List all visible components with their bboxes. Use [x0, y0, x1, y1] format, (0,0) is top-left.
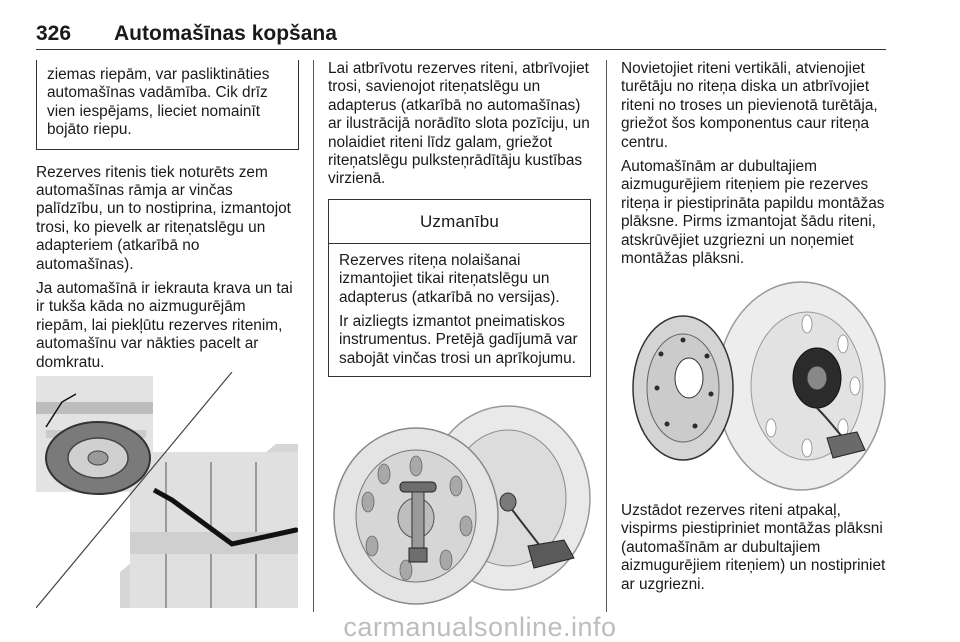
- caution-box: [328, 199, 591, 377]
- chapter-title: Automašīnas kopšana: [114, 22, 337, 45]
- column-divider-2: [606, 60, 607, 612]
- column-divider-1: [313, 60, 314, 612]
- column-3-bottom: [621, 502, 886, 594]
- illustration-spare-wheel-underside: [36, 372, 298, 608]
- caution-body: [329, 244, 590, 376]
- illustration-mounting-plate: [621, 278, 886, 492]
- page-number: 326: [36, 22, 72, 45]
- note-box-continued: [36, 60, 299, 150]
- column-1: [36, 60, 299, 372]
- caution-title: Uzmanību: [329, 200, 590, 244]
- note-text: ziemas riepām, var pasliktināties automašīnas vadāmība. Cik drīz vien iespējams, lieciet nomainīt bojāto riepu.: [47, 66, 270, 139]
- caution-text-2: Ir aizliegts izmantot pneimatiskos instrumentus. Pretējā gadījumā var sabojāt vinčas trosi un aprīkojumu.: [339, 313, 578, 367]
- paragraph-dual-rear-wheels: Automašīnām ar dubultajiem aizmugurējiem riteņiem pie rezerves riteņa ir piestiprināta papildu montāžas plāksne. Pirms izmantojat šādu riteni, atskrūvējiet uzgriezni un noņemiet montāžas plāksni.: [621, 158, 885, 268]
- column-3: [621, 60, 886, 268]
- watermark-text: carmanualsonline.info: [343, 612, 617, 642]
- paragraph-spare-wheel-winch: Rezerves ritenis tiek noturēts zem automašīnas rāmja ar vinčas palīdzību, un to nostiprina, izmantojot trosi, ko pievelk ar riteņatslēgu un adapteriem (atkarībā no automašīnas).: [36, 163, 291, 273]
- paragraph-release-spare-wheel: Lai atbrīvotu rezerves riteni, atbrīvojiet trosi, savienojot riteņatslēgu un adapterus (atkarībā no automašīnas) ar ilustrācijā norādīto slota pozīciju, un nolaidiet riteni līdz galam, griežot riteņatslēgu pulksteņrādītāju kustības virzienā.: [328, 60, 590, 188]
- paragraph-loaded-vehicle: Ja automašīnā ir iekrauta krava un tai ir tukša kāda no aizmugurējām riepām, lai piekļūtu rezerves ritenim, automašīnu var nākties pacelt ar domkratu.: [36, 280, 293, 371]
- paragraph-position-wheel: Novietojiet riteni vertikāli, atvienojiet turētāju no riteņa diska un atbrīvojiet riteni no troses un pievienotā turētāja, griežot šos komponentus caur riteņa centru.: [621, 60, 878, 151]
- illustration-spare-wheel-tool: [328, 398, 591, 608]
- page-header: [36, 22, 886, 50]
- column-2: [328, 60, 591, 377]
- caution-text-1: Rezerves riteņa nolaišanai izmantojiet tikai riteņatslēgu un adapterus (atkarībā no versijas).: [339, 251, 560, 306]
- paragraph-reinstall-wheel: Uzstādot rezerves riteni atpakaļ, vispirms piestipriniet montāžas plāksni (automašīnām ar dubultajiem aizmugurējiem riteņiem) un nostipriniet ar uzgriezni.: [621, 502, 886, 593]
